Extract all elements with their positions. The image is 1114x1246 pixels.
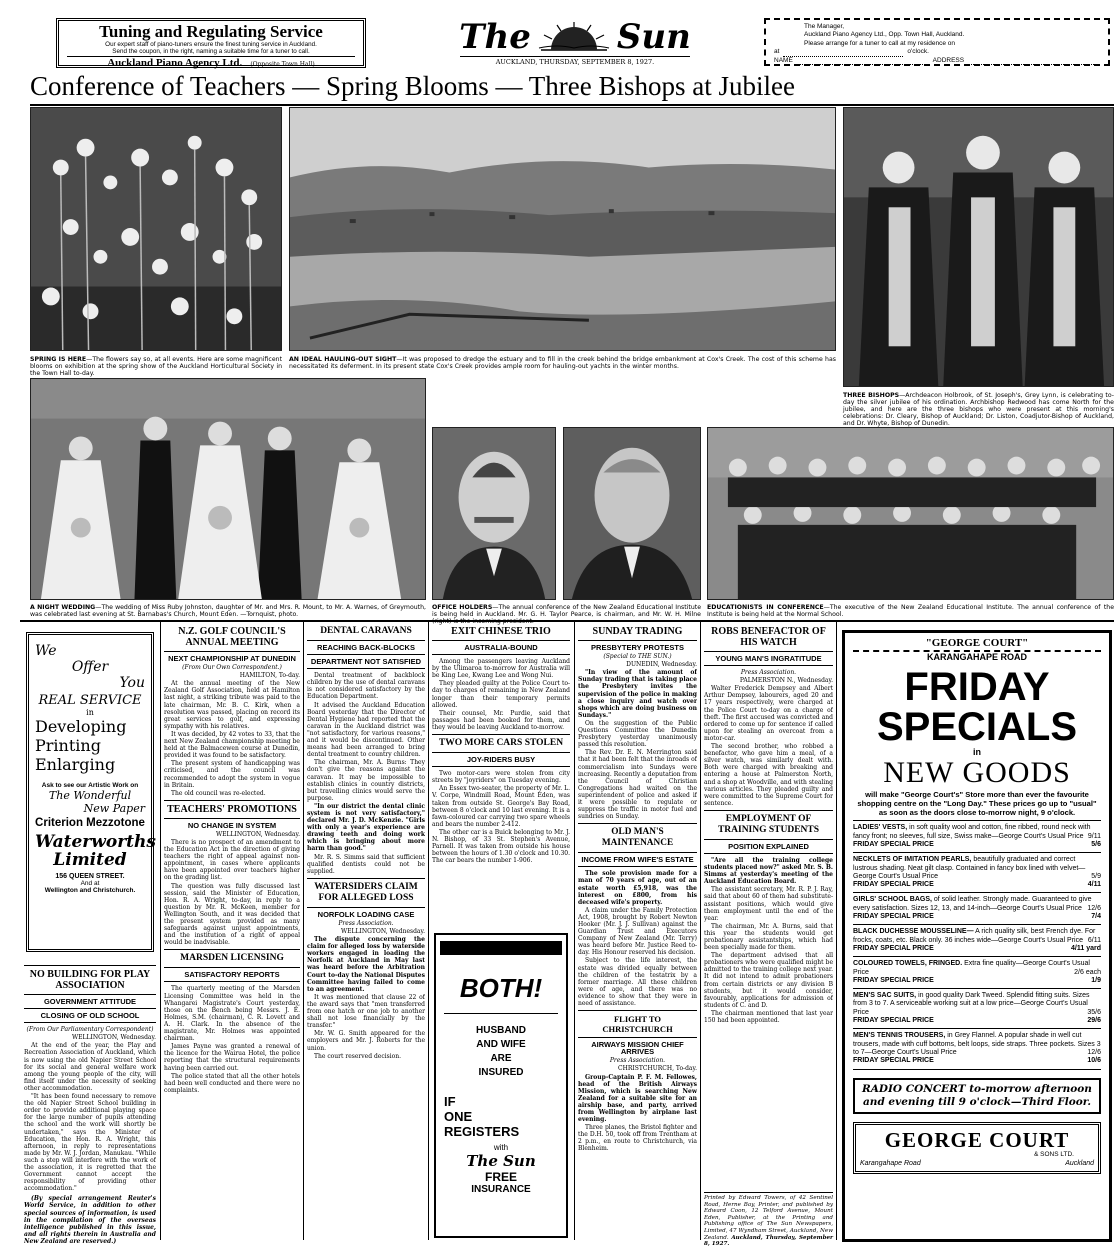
george-item-usual: 35/6: [1087, 1008, 1101, 1016]
george-item-title: LADIES' VESTS,: [853, 824, 908, 832]
office-holder-photo-right: [563, 427, 701, 600]
golf-dateline: HAMILTON, To-day.: [239, 672, 300, 680]
george-item-special-label: FRIDAY SPECIAL PRICE: [853, 1057, 934, 1065]
george-friday: FRIDAY: [904, 665, 1050, 709]
george-item: [853, 853, 1101, 893]
both-and-wife: AND WIFE: [476, 1039, 526, 1050]
educationists-caption-lead: EDUCATIONISTS IN CONFERENCE: [707, 604, 824, 611]
george-items-list: [853, 820, 1101, 1069]
sunday-byline: (Special to THE SUN.): [603, 653, 672, 661]
watersiders-headline: WATERSIDERS CLAIM FOR ALLEGED LOSS: [314, 881, 418, 903]
george-new-goods: NEW GOODS: [883, 756, 1071, 789]
flight-p2: Three planes, the Bristol fighter and the D.H. 50, took off from Trentham at 2 p.m., en route to Christchurch, via Blenheim.: [578, 1124, 697, 1153]
george-item-title: MEN'S TENNIS TROUSERS,: [853, 1032, 946, 1040]
george-item: [853, 989, 1101, 1029]
george-item-special-price: 1/9: [1091, 976, 1101, 984]
play-dateline: WELLINGTON, Wednesday.: [71, 1034, 156, 1042]
george-item-title: NECKLETS OF IMITATION PEARLS,: [853, 856, 972, 864]
george-road: KARANGAHAPE ROAD: [926, 652, 1027, 662]
imprint-date: Auckland, Thursday, September 8, 1927.: [704, 1234, 833, 1246]
sunday-dateline: DUNEDIN, Wednesday.: [626, 661, 697, 669]
watersiders-sub: NORFOLK LOADING CASE: [317, 909, 415, 919]
chinese-p1: Among the passengers leaving Auckland by the Ulimaroa to-morrow for Australia will be King Lee, Kwang Lee and Wong Nui.: [432, 658, 570, 680]
marsden-p3: The police stated that all the other hotels had been well conducted and there were no complaints.: [164, 1072, 300, 1094]
flight-sub: AIRWAYS MISSION CHIEF ARRIVES: [591, 1040, 684, 1057]
golf-headline: N.Z. GOLF COUNCIL'S ANNUAL MEETING: [178, 626, 286, 648]
dental-p2: It advised the Auckland Education Board yesterday that the Director of Dental Hygiene had reported that the caravan in the Auckland district was "not satisfactory, for various reasons," and it would be discontinued. Other means had been arranged to bring dental treatment to country children.: [307, 701, 425, 759]
column-robs: [704, 626, 833, 1242]
ad-tuning: [56, 18, 366, 68]
ad-wonderful: The Wonderful: [48, 789, 132, 802]
george-item-desc: of solid leather. Strongly made. Guaranteed to give every satisfaction. Sizes 12, 13, and 14-inch—George Court's Usual Price: [853, 896, 1092, 912]
waterworths-logo: Waterworths Limited: [35, 832, 156, 870]
watersiders-p2: It was mentioned that clause 22 of the award says that "men transferred from one hatch or one job to another shall not lose financially by the transfer.": [307, 993, 425, 1030]
bishops-caption-lead: THREE BISHOPS: [843, 392, 900, 399]
cars-headline: TWO MORE CARS STOLEN: [438, 738, 564, 749]
chinese-p2: They pleaded guilty at the Police Court to-day to charges of remaining in New Zealand longer than their temporary permits allowed.: [432, 680, 570, 709]
both-husband: HUSBAND: [476, 1025, 526, 1036]
column-sunday: [578, 626, 697, 1242]
column-rule: [836, 620, 837, 1240]
golf-p1: At the annual meeting of the New Zealand Golf Association, held at Hamilton last night, a striking tribute was paid to the late chairman, Mr. B. C. Kirk, when a resolution was passed, placing on record its great services to golf, and expressing sympathy with his relatives.: [164, 680, 300, 730]
play-sub1: GOVERNMENT ATTITUDE: [43, 997, 137, 1006]
george-item-desc: in good quality Dark Tweed. Splendid fitting suits. Sizes from 3 to 7. A serviceable working suit at a low price—George Court's Usual Price: [853, 992, 1090, 1016]
ad-tuning-line2: Send the coupon, in the right, naming a suitable time for a tuner to call.: [112, 48, 310, 55]
robs-sub: YOUNG MAN'S INGRATITUDE: [715, 654, 822, 663]
george-item-usual: 12/6: [1087, 904, 1101, 912]
george-sons: & SONS LTD.: [1034, 1150, 1074, 1158]
george-item: [853, 893, 1101, 925]
column-dental: [307, 626, 425, 1242]
employment-quote: "Are all the training college students placed now?" asked Mr. S. B. Simms at yesterday's meeting of the Auckland Education Board.: [704, 856, 833, 886]
george-in: in: [973, 747, 981, 757]
masthead-title-right: Sun: [616, 17, 691, 57]
george-item-special-price: 4/11 yard: [1071, 944, 1101, 952]
marsden-headline: MARSDEN LICENSING: [180, 953, 284, 964]
oldman-headline: OLD MAN'S MAINTENANCE: [601, 827, 674, 849]
george-item-special-label: FRIDAY SPECIAL PRICE: [853, 913, 934, 921]
teachers-sub: NO CHANGE IN SYSTEM: [187, 820, 277, 830]
george-logo-box: [853, 1122, 1101, 1174]
robs-headline: ROBS BENEFACTOR OF HIS WATCH: [711, 626, 826, 648]
george-item-usual: 9/11: [1087, 832, 1101, 840]
coupon: [764, 18, 1110, 66]
cars-p2: An Essex two-seater, the property of Mr. L. V. Corpe, Windmill Road, Mount Eden, was taken from outside St. George's Bay Road, between 8 o'clock and 10 last evening. It is a fawn-coloured car carrying two spare wheels and bears the number 2-412.: [432, 785, 570, 828]
teachers-dateline: WELLINGTON, Wednesday.: [215, 830, 300, 838]
george-specials: SPECIALS: [876, 705, 1078, 749]
george-item: [853, 821, 1101, 853]
ad-tuning-company: Auckland Piano Agency Ltd.: [107, 57, 243, 69]
ad-george-court: [842, 630, 1112, 1242]
cars-sub: JOY-RIDERS BUSY: [466, 755, 536, 765]
sunday-headline: SUNDAY TRADING: [592, 626, 683, 637]
ad-offer: Offer: [71, 659, 109, 675]
ad-you: You: [119, 675, 145, 691]
page-headline: Conference of Teachers — Spring Blooms — Three Bishops at Jubilee: [30, 70, 1114, 106]
wedding-photo: [30, 378, 426, 600]
ad-developing: Developing: [35, 717, 127, 736]
golf-sub: NEXT CHAMPIONSHIP AT DUNEDIN: [168, 654, 296, 663]
dental-headline: DENTAL CARAVANS: [320, 626, 412, 636]
george-item-title: BLACK DUCHESSE MOUSSELINE—: [853, 928, 974, 936]
sunday-sub: PRESBYTERY PROTESTS: [591, 643, 684, 652]
george-item-title: GIRLS' SCHOOL BAGS,: [853, 896, 932, 904]
marsden-p2: James Payne was granted a renewal of the licence for the Wairua Hotel, the police reporting that the structural requirements having been carried out.: [164, 1043, 300, 1072]
robs-p1: Walter Frederick Dempsey and Albert Arthur Dempsey, labourers, aged 20 and 17 years respectively, were charged at the Police Court to-day on a charge of theft. The first accused was convicted and ordered to come up for sentence if called upon for stealing an overcoat from a motor-car.: [704, 685, 833, 742]
three-bishops-photo: [843, 107, 1114, 387]
both-headline: BOTH!: [459, 973, 543, 1003]
educationists-caption: [707, 604, 1114, 618]
george-item-special-label: FRIDAY SPECIAL PRICE: [853, 881, 934, 889]
both-registers: REGISTERS: [444, 1124, 520, 1139]
coxs-creek-photo: [289, 107, 836, 351]
sunday-p1: On the suggestion of the Public Questions Committee the Dunedin Presbytery yesterday unanimously passed this resolution.: [578, 719, 697, 749]
both-free: FREE: [484, 1170, 517, 1184]
employment-p3: The department advised that all probationers who were qualified might be admitted to the training college next year. It did not intend to admit probationers from certain districts or any division B students, but it would consider, favourably, applications for admission of students of C. and D.: [704, 952, 833, 1009]
employment-p4: The chairman mentioned that last year 150 had been appointed.: [704, 1009, 833, 1025]
ad-new-paper: New Paper: [83, 802, 145, 815]
play-sub2: CLOSING OF OLD SCHOOL: [40, 1011, 140, 1021]
employment-p2: The chairman, Mr. A. Burns, said that this year the students would get probationary assistantships, which had been specially made for them.: [704, 922, 833, 952]
dental-p4: "In our district the dental clinic system is not very satisfactory," declared Mr. J. D. McKenzie. "Girls with only a year's experience are drawing teeth and doing work which is bringing about more harm than good.": [307, 802, 425, 853]
dental-sub2: DEPARTMENT NOT SATISFIED: [310, 657, 422, 667]
marsden-sub: SATISFACTORY REPORTS: [184, 970, 280, 980]
flight-byline: Press Association.: [609, 1057, 666, 1065]
robs-dateline: PALMERSTON N., Wednesday.: [739, 677, 833, 685]
george-item-special-price: 5/6: [1091, 840, 1101, 848]
ad-and-at: And at: [80, 880, 100, 887]
play-headline: NO BUILDING FOR PLAY ASSOCIATION: [29, 969, 151, 991]
bishops-caption: [843, 392, 1114, 427]
robs-p2: The second brother, who robbed a benefactor, who gave him a meal, of a silver watch, was similarly dealt with. Both were charged with breaking and entering a house at Palmerston North, and a shop at Woodville, and with stealing various articles. They pleaded guilty and were committed to the Supreme Court for sentence.: [704, 743, 833, 807]
employment-sub: POSITION EXPLAINED: [728, 841, 809, 851]
george-item: [853, 925, 1101, 957]
oldman-p1: A claim under the Family Protection Act, 1908, brought by Robert Newton Hooker (Mr. J. J. Sullivan) against the Guardian Trust and Executors Company of New Zealand (Mr. Terry) was heard before Mr. Justice Reed to-day. His Honour reserved his decision.: [578, 906, 697, 957]
dental-p5: Mr. R. S. Simms said that sufficient qualified dentists could not be supplied.: [307, 853, 425, 875]
dental-p3: The chairman, Mr. A. Burns: They don't give the reasons against the caravan. It may be impossible to establish clinics in country districts, but travelling clinics would serve the purpose.: [307, 759, 425, 802]
george-logo: GEORGE COURT: [884, 1127, 1070, 1152]
play-p2: "It has been found necessary to remove the old Napier Street School building in order to provide additional playing space for the large number of pupils attending the school and the work will shortly be undertaken," says the Minister of Education, the Hon. R. A. Wright, this afternoon, in reply to representations made by Mr. W. J. Jordan, Manukau. "While such a step will interfere with the work of the association, it is regretted that the Government cannot accept the responsibility of providing other accommodation.": [24, 1093, 156, 1193]
imprint: [704, 1192, 833, 1246]
educationists-photo: [707, 427, 1114, 600]
oldman-quote: The sole provision made for a man of 70 years of age, out of an estate worth £5,918, was the interest on £800, from his deceased wife's property.: [578, 870, 697, 906]
ad-tuning-title: Tuning and Regulating Service: [99, 22, 323, 41]
george-item-desc: A rich quality silk, best French dye. For frocks, coats, etc. Black only. 36 inches wide—George Court's Usual Price: [853, 928, 1096, 944]
ad-we: We: [35, 643, 57, 659]
george-item-desc: in soft quality wool and cotton, fine ribbed, round neck with fancy front; no sleeves, full size, Swiss make—George Court's Usual Price: [853, 824, 1091, 840]
george-item-desc: beautifully graduated and correct lustrous shading. Neat gilt clasp. Contained in fancy box lined with velvet—George Court's Usual Price: [853, 856, 1086, 880]
section-divider: [20, 620, 1114, 622]
ad-in: in: [86, 708, 94, 717]
george-foot-left: Karangahape Road: [860, 1159, 921, 1167]
column-rule: [574, 620, 575, 1240]
dental-sub: REACHING BACK-BLOCKS: [317, 643, 415, 652]
george-item-special-price: 29/6: [1087, 1017, 1101, 1025]
both-with: with: [493, 1143, 509, 1152]
both-the-sun: The Sun: [466, 1152, 536, 1170]
george-item: [853, 1029, 1101, 1069]
flight-headline: FLIGHT TO CHRISTCHURCH: [602, 1014, 673, 1035]
george-item-special-label: FRIDAY SPECIAL PRICE: [853, 944, 934, 952]
dental-p1: Dental treatment of backblock children by the use of dental caravans is not considered satisfactory by the Education Department.: [307, 672, 425, 701]
coupon-line1: The Manager,: [804, 23, 845, 30]
office-caption-lead: OFFICE HOLDERS: [432, 604, 493, 611]
both-are: ARE: [490, 1053, 512, 1064]
george-radio: RADIO CONCERT to-morrow afternoon and evening till 9 o'clock—Third Floor.: [853, 1078, 1101, 1114]
george-item-title: COLOURED TOWELS, FRINGED.: [853, 960, 963, 968]
spring-caption: [30, 356, 282, 377]
sunday-quote: "In view of the amount of Sunday trading that is taking place the Presbytery invites the supervision of the police in making a close inquiry and watch over shops which are doing business on Sundays.": [578, 669, 697, 719]
both-if: IF: [444, 1094, 456, 1109]
oldman-p2: Subject to the life interest, the estate was divided equally between the children of the testatrix by a former marriage. All these children were of age, and there was no evidence to show that they were in need of assistance.: [578, 957, 697, 1008]
employment-p1: The assistant secretary, Mr. R. P. J. Ray, said that about 60 of them had substitute-assistant positions, which would give them employment until the end of the year.: [704, 886, 833, 922]
column-rule: [303, 620, 304, 1240]
golf-p3: The present system of handicapping was criticised, and the council was recommended to adopt the system in vogue in Britain.: [164, 760, 300, 789]
golf-p2: It was decided, by 42 votes to 33, that the next New Zealand championship meeting be held at the Balmacewen course at Dunedin, provided it was found to be satisfactory.: [164, 730, 300, 760]
play-p1: At the end of the year, the Play and Recreation Association of Auckland, which is now using the old Napier Street School for its social and general welfare work among the young people of the city, will find itself under the necessity of seeking other accommodation.: [24, 1042, 156, 1092]
hauling-caption: [289, 356, 836, 370]
masthead-dateline: AUCKLAND, THURSDAY, SEPTEMBER 8, 1927.: [460, 56, 690, 66]
watersiders-byline: Press Association.: [338, 919, 394, 927]
george-item-usual: 2/6 each: [1074, 968, 1101, 976]
sunday-p2: The Rev. Dr. E. N. Merrington said that it had been felt that the inroads of commercialism into Sundays were increasing. Recently a deputation from the Council of Christian Congregations had waited on the superintendent of police and asked if it were possible to regulate or suppress the traffic in motor fuel and sundries on Sunday.: [578, 749, 697, 821]
bishops-caption-text: —Archdeacon Holbrook, of St. Joseph's, Grey Lynn, is celebrating to-day the silver jubilee of his ordination. Archbishop Redwood has come North for the jubilee, and here are the three bishops who were present at this morning's celebrations: Dr. Cleary, Bishop of Auckland; Dr. Liston, Coadjutor-Bishop of Auckland, and Dr. Whyte, Bishop of Dunedin.: [843, 392, 1114, 427]
both-one: ONE: [444, 1109, 473, 1124]
chinese-sub: AUSTRALIA-BOUND: [464, 643, 538, 652]
ad-both: [434, 933, 568, 1238]
watersiders-p1: The dispute concerning the claim for alleged loss by waterside workers engaged in loading the Norfolk at Auckland in May last was heard before the Arbitration Court to-day the National Disputes Committee having failed to come to an agreement.: [307, 936, 425, 993]
george-item-special-price: 10/6: [1087, 1057, 1101, 1065]
educationists-caption-text: —The executive of the New Zealand Educational Institute. The annual conference of the Institute is being held at the Normal School.: [707, 604, 1114, 618]
watersiders-p3: Mr. W. G. Smith appeared for the employers and Mr. J. Roberts for the union.: [307, 1030, 425, 1052]
cars-p3: The other car is a Buick belonging to Mr. J. N. Bishop, of 33 St. Stephen's Avenue, Parnell. It was taken from outside his house between the hours of 1.30 o'clock and 10.30. The car bears the number 1-906.: [432, 828, 570, 865]
george-item-special-label: FRIDAY SPECIAL PRICE: [853, 840, 934, 848]
george-item-desc: Extra fine quality—George Court's Usual Price: [853, 960, 1090, 976]
flight-p1: Group-Captain P. F. M. Fellowes, head of the British Airways Mission, which is searching New Zealand for a suitable site for an airship base, and party, arrived from Wellington by airplane last evening.: [578, 1073, 697, 1124]
george-item-usual: 5/9: [1091, 872, 1101, 880]
column-rule: [700, 620, 701, 1240]
watersiders-p4: The court reserved decision.: [314, 1052, 402, 1060]
column-golf: [164, 626, 300, 1242]
teachers-headline: TEACHERS' PROMOTIONS: [167, 803, 297, 815]
george-item-usual: 6/11: [1087, 936, 1101, 944]
coupon-name: NAME: [774, 56, 793, 64]
coupon-line2: Auckland Piano Agency Ltd., Opp. Town Hall, Auckland.: [804, 31, 965, 39]
column-rule: [428, 620, 429, 1240]
robs-byline: Press Association.: [740, 669, 797, 677]
george-item-special-price: 4/11: [1087, 881, 1101, 889]
column-play: [24, 962, 156, 1246]
imprint-text: Printed by Edward Towers, of 42 Sentinel Road, Herne Bay, Printer, and published by Edward Coon, 12 Telford Avenue, Mount Eden, Publisher, at the Printing and Publishing office of The Sun Newspapers, Limited, 47 Wyndham Street, Auckland, New Zealand.: [704, 1195, 833, 1241]
watersiders-dateline: WELLINGTON, Wednesday.: [340, 928, 425, 935]
ad-waterworths: [26, 632, 154, 952]
spring-caption-text: —The flowers say so, at all events. Here are some magnificent blooms on exhibition at the spring show of the Auckland Horticultural Society in the Town Hall to-day.: [30, 356, 282, 377]
office-holder-photo-left: [432, 427, 556, 600]
george-item-title: MEN'S SAC SUITS,: [853, 992, 917, 1000]
ad-tuning-line1: Our expert staff of piano-tuners ensure the finest tuning service in Auckland.: [105, 41, 317, 48]
george-item-special-label: FRIDAY SPECIAL PRICE: [853, 976, 934, 984]
sunburst-icon: [537, 22, 611, 52]
george-intro: will make "George Court's" Store more than ever the favourite shopping centre on the "Long Day." These prices go up to "usual" as soon as the doors close to-morrow night, 9 o'clock.: [857, 790, 1097, 817]
ad-tuning-opposite: (Opposite Town Hall): [250, 61, 315, 68]
golf-p4: The old council was re-elected.: [171, 789, 266, 797]
ad-printing: Printing: [35, 736, 101, 755]
george-foot-right: Auckland: [1065, 1159, 1094, 1167]
george-top: "GEORGE COURT": [853, 637, 1101, 652]
ad-criterion: Criterion Mezzotone: [35, 817, 145, 829]
hauling-caption-lead: AN IDEAL HAULING-OUT SIGHT: [289, 356, 397, 363]
both-insurance: INSURANCE: [471, 1184, 531, 1195]
play-byline: (From Our Parliamentary Correspondent): [26, 1026, 154, 1034]
george-item: [853, 957, 1101, 989]
george-item-special-price: 7/4: [1091, 913, 1101, 921]
column-chinese: [432, 626, 570, 926]
chinese-headline: EXIT CHINESE TRIO: [451, 626, 551, 637]
coupon-oclock: o'clock.: [907, 48, 929, 56]
employment-headline: EMPLOYMENT OF TRAINING STUDENTS: [717, 813, 820, 835]
ad-towns: Wellington and Christchurch.: [44, 887, 136, 894]
coupon-address: ADDRESS: [932, 56, 965, 64]
teachers-p1: There is no prospect of an amendment to the Education Act in the direction of giving teachers the right of appeal against non-appointment, in cases where applicants have been appointed over teachers higher on the grading list.: [164, 838, 300, 882]
ad-real-service: REAL SERVICE: [38, 693, 142, 708]
ad-enlarging: Enlarging: [35, 755, 116, 774]
play-footnote: (By special arrangement Reuter's World Service, in addition to other special sources of information, is used in the compilation of the overseas intelligence published in this issue, and all rights therein in Australia and New Zealand are reserved.): [24, 1195, 156, 1245]
coupon-line3: Please arrange for a tuner to call at my residence on: [804, 39, 956, 47]
wedding-caption: [30, 604, 426, 618]
oldman-sub: INCOME FROM WIFE'S ESTATE: [581, 855, 694, 865]
ad-address: 156 QUEEN STREET.: [55, 873, 125, 880]
hauling-caption-text: —It was proposed to dredge the estuary and to fill in the creek behind the bridge embankment at Cox's Creek. The cost of this scheme has necessitated its deferment. In its present state Cox's Creek provides ample room for hauling-out yachts in the winter months.: [289, 356, 836, 370]
column-rule: [160, 620, 161, 1240]
ad-ask: Ask to see our Artistic Work on: [41, 782, 139, 789]
office-caption-text: —The annual conference of the New Zealand Educational Institute is being held in Auckland. Mr. G. H. Taylor Pearce, is chairman, and Mr. W. H. Milne (right) is the incoming president.: [432, 604, 701, 625]
george-item-usual: 12/6: [1087, 1048, 1101, 1056]
spring-flowers-photo: [30, 107, 282, 351]
cars-p1: Two motor-cars were stolen from city streets by "joyriders" on Tuesday evening.: [432, 770, 570, 785]
spring-caption-lead: SPRING IS HERE: [30, 356, 87, 363]
coupon-at: at: [774, 48, 780, 56]
george-item-special-label: FRIDAY SPECIAL PRICE: [853, 1017, 934, 1025]
wedding-caption-text: —The wedding of Miss Ruby Johnston, daughter of Mr. and Mrs. R. Mount, to Mr. A. Warnes, of Greymouth, was celebrated last evening at St. Barnabas's Church, Mount Eden. —Tornquist, photo.: [30, 604, 426, 618]
chinese-p3: Their counsel, Mr. Purdie, said that passages had been booked for them, and they would be leaving Auckland to-morrow.: [432, 709, 570, 731]
wedding-caption-lead: A NIGHT WEDDING: [30, 604, 96, 611]
masthead-title-left: The: [459, 17, 531, 57]
golf-byline: (From Our Own Correspondent.): [182, 664, 282, 672]
masthead: [430, 18, 720, 64]
flight-dateline: CHRISTCHURCH, To-day.: [618, 1065, 697, 1073]
george-item-desc: in Grey Flannel. A popular shade in well cut trousers, made with cuff bottoms, belt loops, side straps. Three pockets. Sizes 3 to 7—George Court's Usual Price: [853, 1032, 1101, 1056]
marsden-p1: The quarterly meeting of the Marsden Licensing Committee was held in the Whangarei Magistrate's Court yesterday, those on the Bench being Messrs. J. E. Holmes, S.M. (chairman), C. R. Lovett and A. H. Clark. In the absence of the magistrate, Mr. Holmes was appointed chairman.: [164, 985, 300, 1043]
teachers-p2: The question was fully discussed last session, said the Minister of Education, Hon. R. A. Wright, to-day, in reply to a question by Mr. R. McKeen, member for Wellington South, and it was decided that the present system provided as many safeguards against unjust appointments, and the institution of a right of appeal would be inadvisable.: [164, 882, 300, 947]
both-insured: INSURED: [478, 1067, 524, 1078]
